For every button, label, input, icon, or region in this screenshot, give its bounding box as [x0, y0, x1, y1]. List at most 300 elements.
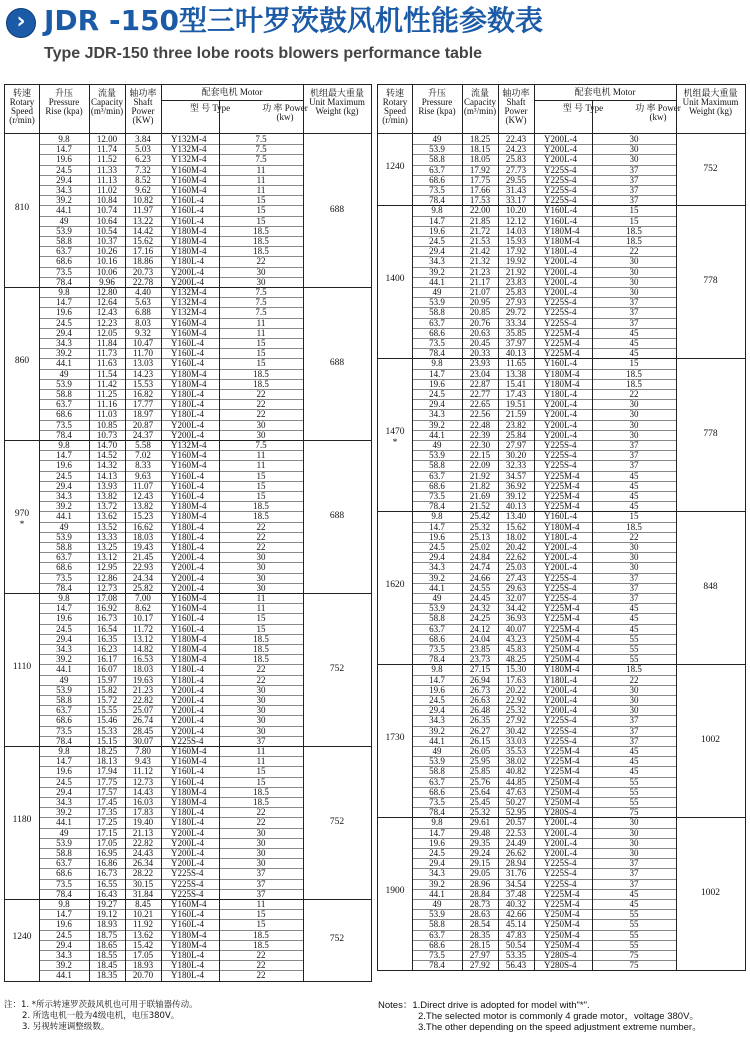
motor-power-cell: 45	[629, 756, 639, 767]
motor-type-cell: Y160L-4	[544, 358, 577, 369]
pressure-cell: 49	[432, 134, 442, 144]
row-line	[39, 532, 303, 533]
table-row	[5, 950, 371, 960]
table-row	[5, 726, 371, 736]
table-row	[378, 879, 745, 889]
capacity-cell: 21.82	[469, 480, 491, 491]
table-row	[378, 205, 745, 215]
pressure-cell: 29.4	[429, 246, 445, 257]
motor-type-cell: Y200L-4	[544, 134, 577, 144]
table-row	[378, 552, 745, 562]
capacity-cell: 13.72	[96, 501, 118, 512]
pressure-cell: 29.4	[56, 786, 72, 797]
pressure-cell: 63.7	[429, 470, 445, 481]
motor-type-cell: Y200L-4	[171, 848, 204, 858]
motor-type-cell: Y132M-4	[171, 440, 207, 450]
table-row	[5, 661, 371, 675]
pressure-cell: 53.9	[429, 450, 445, 461]
table-row	[5, 420, 371, 430]
shaft-power-cell: 11.70	[133, 348, 153, 359]
table-row	[5, 807, 371, 817]
row-line	[39, 909, 303, 910]
shaft-power-cell: 19.92	[505, 256, 527, 267]
motor-type-cell: Y160M-4	[171, 899, 207, 909]
row-line	[39, 705, 303, 706]
shaft-power-cell: 9.32	[135, 327, 151, 338]
table-row	[378, 389, 745, 399]
motor-type-cell: Y250M-4	[544, 786, 580, 797]
rotary-speed: 1240	[12, 931, 32, 942]
pressure-cell: 68.6	[429, 480, 445, 491]
row-line	[412, 899, 676, 900]
motor-power-cell: 30	[629, 541, 639, 552]
table-row	[378, 654, 745, 664]
pressure-cell: 73.5	[56, 572, 72, 583]
row-line	[412, 144, 676, 145]
capacity-cell: 22.30	[469, 439, 491, 450]
pressure-cell: 44.1	[56, 205, 72, 216]
table-row	[5, 307, 371, 317]
motor-power-cell: 45	[629, 490, 639, 501]
motor-type-cell: Y250M-4	[544, 909, 580, 920]
header-motor-power: 功 率 Power (kw)	[262, 103, 308, 122]
row-line	[412, 960, 676, 961]
page-header	[0, 0, 750, 72]
table-row	[378, 715, 745, 725]
shaft-power-cell: 47.83	[505, 929, 527, 940]
shaft-power-cell: 25.84	[505, 429, 527, 440]
shaft-power-cell: 17.77	[132, 399, 154, 410]
unit-weight: 688	[329, 357, 345, 368]
motor-type-cell: Y200L-4	[544, 847, 577, 858]
motor-type-cell: Y250M-4	[544, 796, 580, 807]
motor-type-cell: Y180L-4	[171, 521, 204, 532]
table-row	[378, 787, 745, 797]
pressure-cell: 24.5	[429, 847, 445, 858]
table-row	[378, 726, 745, 736]
capacity-cell: 17.35	[96, 807, 118, 818]
shaft-power-cell: 50.27	[505, 796, 527, 807]
capacity-cell: 26.63	[469, 694, 491, 705]
table-row	[378, 256, 745, 266]
body-type-line	[592, 134, 593, 970]
row-line	[412, 399, 676, 400]
motor-type-cell: Y200L-4	[544, 552, 577, 563]
table-row	[378, 144, 745, 154]
table-row	[378, 919, 745, 929]
capacity-cell: 24.32	[469, 603, 491, 614]
pressure-cell: 24.5	[56, 776, 72, 787]
table-row	[5, 552, 371, 562]
shaft-power-cell: 30.20	[505, 450, 527, 461]
table-row	[5, 165, 371, 175]
motor-power-cell: 45	[629, 348, 639, 359]
row-line	[39, 420, 303, 421]
row-line	[412, 471, 676, 472]
pressure-cell: 49	[432, 286, 442, 297]
table-row	[5, 838, 371, 848]
row-line	[39, 858, 303, 859]
header-column-line	[39, 85, 40, 133]
shaft-power-cell: 43.23	[505, 633, 527, 644]
shaft-power-cell: 37.48	[505, 888, 527, 899]
motor-power-cell: 11	[256, 185, 266, 195]
row-line	[412, 246, 676, 247]
motor-type-cell: Y160M-4	[171, 164, 207, 175]
motor-power-cell: 15	[256, 205, 266, 216]
table-row	[378, 705, 745, 715]
motor-type-cell: Y200L-4	[171, 705, 204, 716]
motor-power-cell: 18.5	[626, 225, 642, 236]
table-row	[378, 226, 745, 236]
row-line	[39, 879, 303, 880]
table-row	[5, 756, 371, 766]
motor-type-cell: Y160M-4	[171, 185, 207, 195]
motor-power-cell: 18.5	[253, 939, 269, 950]
motor-type-cell: Y180L-4	[544, 246, 577, 257]
shaft-power-cell: 15.42	[132, 939, 154, 950]
body-column-line	[412, 134, 413, 970]
table-row	[378, 838, 745, 848]
capacity-cell: 22.09	[469, 460, 491, 471]
capacity-cell: 11.74	[97, 144, 117, 155]
table-row	[378, 430, 745, 440]
table-row	[5, 144, 371, 154]
pressure-cell: 73.5	[429, 949, 445, 960]
table-row	[5, 909, 371, 919]
shaft-power-cell: 20.42	[505, 541, 527, 552]
capacity-cell: 29.48	[469, 827, 491, 838]
motor-power-cell: 11	[256, 450, 266, 461]
motor-power-cell: 37	[629, 450, 639, 461]
motor-type-cell: Y225M-4	[544, 745, 580, 756]
motor-power-cell: 30	[629, 154, 639, 165]
motor-type-cell: Y225S-4	[544, 735, 577, 746]
motor-power-cell: 22	[256, 256, 266, 267]
table-row	[378, 399, 745, 409]
motor-power-cell: 15	[256, 909, 266, 920]
motor-power-cell: 30	[256, 572, 266, 583]
motor-power-cell: 37	[256, 888, 266, 899]
shaft-power-cell: 20.73	[132, 266, 154, 277]
capacity-cell: 16.73	[96, 868, 118, 879]
row-line	[39, 236, 303, 237]
table-row	[5, 471, 371, 481]
motor-power-cell: 30	[256, 419, 266, 430]
shaft-power-cell: 26.34	[132, 858, 154, 869]
pressure-cell: 39.2	[429, 572, 445, 583]
capacity-cell: 24.12	[469, 623, 491, 634]
capacity-cell: 12.00	[96, 134, 118, 144]
motor-power-cell: 22	[256, 950, 266, 960]
table-row	[5, 328, 371, 338]
header-column-line	[498, 85, 499, 133]
capacity-cell: 13.93	[96, 480, 118, 491]
row-line	[39, 328, 303, 329]
header-column-line	[462, 85, 463, 133]
unit-weight: 778	[703, 275, 718, 286]
table-row	[5, 960, 371, 970]
row-line	[412, 165, 676, 166]
motor-power-cell: 11	[256, 899, 266, 909]
row-line	[412, 481, 676, 482]
shaft-power-cell: 17.05	[132, 950, 154, 960]
body-column-line	[462, 134, 463, 970]
shaft-power-cell: 36.93	[505, 613, 527, 624]
pressure-cell: 24.5	[56, 623, 72, 634]
row-line	[39, 644, 303, 645]
capacity-cell: 24.55	[469, 582, 491, 593]
motor-type-cell: Y200L-4	[544, 154, 577, 165]
pressure-cell: 24.5	[429, 388, 445, 399]
capacity-cell: 10.64	[96, 215, 118, 226]
motor-type-cell: Y225S-4	[544, 307, 577, 318]
motor-type-cell: Y180L-4	[544, 388, 577, 399]
row-line	[412, 573, 676, 574]
shaft-power-cell: 16.03	[132, 797, 154, 807]
pressure-cell: 78.4	[429, 807, 445, 818]
table-row	[5, 879, 371, 889]
motor-type-cell: Y160L-4	[171, 338, 204, 348]
speed-group	[5, 899, 371, 982]
motor-power-cell: 75	[629, 949, 639, 960]
pressure-cell: 63.7	[429, 164, 445, 175]
shaft-power-cell: 21.23	[132, 684, 154, 695]
motor-power-cell: 30	[256, 582, 266, 593]
row-line	[39, 338, 303, 339]
pressure-cell: 53.9	[56, 531, 72, 542]
pressure-cell: 14.7	[429, 368, 445, 379]
row-line	[39, 205, 303, 206]
row-line	[412, 715, 676, 716]
row-line	[412, 542, 676, 543]
motor-power-cell: 45	[629, 898, 639, 909]
pressure-cell: 39.2	[56, 960, 72, 971]
motor-type-cell: Y180M-4	[171, 236, 207, 246]
motor-power-cell: 30	[629, 705, 639, 716]
pressure-cell: 34.3	[56, 950, 72, 960]
arrow-right-icon: ›	[6, 8, 36, 38]
pressure-cell: 53.9	[429, 756, 445, 767]
unit-weight: 1002	[701, 887, 720, 898]
capacity-cell: 20.95	[469, 297, 491, 308]
row-line	[412, 501, 676, 502]
table-row	[5, 695, 371, 705]
pressure-cell: 58.8	[429, 919, 445, 930]
shaft-power-cell: 17.83	[132, 807, 154, 818]
motor-type-cell: Y160M-4	[171, 460, 207, 471]
row-line	[39, 777, 303, 778]
table-row	[378, 420, 745, 430]
shaft-power-cell: 24.23	[505, 144, 527, 155]
pressure-cell: 53.9	[56, 378, 72, 389]
row-line	[39, 695, 303, 696]
shaft-power-cell: 27.93	[505, 297, 527, 308]
pressure-cell: 73.5	[429, 796, 445, 807]
shaft-power-cell: 21.13	[132, 827, 154, 838]
shaft-power-cell: 33.34	[505, 317, 527, 328]
header-motor-divider	[161, 100, 303, 101]
row-line	[412, 797, 676, 798]
capacity-cell: 11.33	[97, 164, 117, 175]
capacity-cell: 12.86	[96, 572, 118, 583]
capacity-cell: 13.52	[96, 521, 118, 532]
row-line	[412, 654, 676, 655]
motor-power-cell: 55	[629, 776, 639, 787]
shaft-power-cell: 22.93	[132, 562, 154, 573]
rotary-speed: 1620	[385, 579, 405, 590]
motor-power-cell: 30	[629, 276, 639, 287]
shaft-power-cell: 34.42	[505, 603, 527, 614]
motor-power-cell: 30	[256, 837, 266, 848]
pressure-cell: 58.8	[429, 154, 445, 165]
motor-power-cell: 37	[629, 878, 639, 889]
table-row	[5, 889, 371, 899]
row-line	[39, 246, 303, 247]
capacity-cell: 17.08	[96, 593, 118, 603]
pressure-cell: 24.5	[429, 541, 445, 552]
capacity-cell: 29.35	[469, 837, 491, 848]
capacity-cell: 26.35	[469, 715, 491, 726]
pressure-cell: 78.4	[56, 276, 72, 287]
capacity-cell: 11.52	[97, 154, 117, 165]
motor-power-cell: 30	[629, 419, 639, 430]
table-row	[378, 899, 745, 909]
table-row	[5, 542, 371, 552]
shaft-power-cell: 18.02	[505, 531, 527, 542]
row-line	[39, 409, 303, 410]
shaft-power-cell: 22.62	[505, 552, 527, 563]
motor-power-cell: 37	[629, 195, 639, 206]
shaft-power-cell: 22.82	[132, 695, 154, 705]
row-line	[39, 460, 303, 461]
table-row	[5, 216, 371, 226]
motor-power-cell: 30	[629, 266, 639, 277]
pressure-cell: 14.7	[56, 756, 72, 767]
pressure-cell: 58.8	[56, 542, 72, 552]
pressure-cell: 19.6	[56, 154, 72, 165]
motor-type-cell: Y225S-4	[171, 878, 204, 889]
row-line	[39, 940, 303, 941]
capacity-cell: 22.65	[469, 399, 491, 410]
pressure-cell: 29.4	[56, 327, 72, 338]
row-line	[39, 450, 303, 451]
row-line	[39, 501, 303, 502]
notes-cn	[4, 1000, 198, 1033]
table-row	[378, 471, 745, 481]
motor-type-cell: Y200L-4	[544, 684, 577, 695]
motor-type-cell: Y225M-4	[544, 623, 580, 634]
motor-type-cell: Y250M-4	[544, 939, 580, 950]
motor-power-cell: 55	[629, 633, 639, 644]
motor-power-cell: 30	[629, 429, 639, 440]
shaft-power-cell: 24.34	[132, 572, 154, 583]
motor-type-cell: Y132M-4	[171, 144, 207, 155]
unit-weight: 688	[329, 510, 345, 521]
motor-power-cell: 30	[629, 817, 639, 828]
shaft-power-cell: 14.23	[132, 368, 154, 379]
row-line	[412, 807, 676, 808]
pressure-cell: 34.3	[56, 185, 72, 195]
rotary-speed: 1110	[12, 661, 32, 672]
capacity-cell: 14.52	[96, 450, 118, 461]
pressure-cell: 78.4	[429, 654, 445, 665]
row-line	[39, 481, 303, 482]
header-weight: 机组最大重量 Unit Maximum Weight (kg)	[309, 88, 365, 116]
shaft-power-cell: 13.22	[132, 215, 154, 226]
row-line	[39, 970, 303, 971]
table-row	[378, 746, 745, 756]
pressure-cell: 34.3	[429, 256, 445, 267]
capacity-cell: 26.48	[469, 705, 491, 716]
row-line	[412, 369, 676, 370]
pressure-cell: 24.5	[56, 164, 72, 175]
table-row	[378, 777, 745, 787]
pressure-cell: 34.3	[56, 338, 72, 348]
table-row	[5, 613, 371, 623]
motor-type-cell: Y225M-4	[544, 470, 580, 481]
motor-type-cell: Y200L-4	[544, 409, 577, 420]
pressure-cell: 44.1	[429, 582, 445, 593]
capacity-cell: 18.35	[96, 970, 118, 981]
row-line	[39, 624, 303, 625]
pressure-cell: 68.6	[56, 868, 72, 879]
table-row	[5, 185, 371, 195]
motor-type-cell: Y225S-4	[544, 572, 577, 583]
capacity-cell: 10.16	[96, 256, 118, 267]
table-row	[378, 828, 745, 838]
motor-power-cell: 37	[629, 164, 639, 175]
motor-power-cell: 30	[256, 725, 266, 736]
motor-type-cell: Y200L-4	[544, 817, 577, 828]
shaft-power-cell: 35.85	[505, 327, 527, 338]
motor-type-cell: Y225M-4	[544, 490, 580, 501]
capacity-cell: 21.53	[469, 235, 491, 246]
motor-power-cell: 30	[629, 562, 639, 573]
motor-type-cell: Y180M-4	[171, 644, 207, 654]
pressure-cell: 29.4	[56, 480, 72, 491]
motor-type-cell: Y200L-4	[171, 725, 204, 736]
row-line	[412, 624, 676, 625]
row-line	[412, 787, 676, 788]
motor-type-cell: Y200L-4	[544, 419, 577, 430]
capacity-cell: 21.17	[469, 276, 491, 287]
table-row	[378, 328, 745, 338]
motor-type-cell: Y180M-4	[171, 246, 207, 257]
shaft-power-cell: 18.93	[132, 960, 154, 971]
row-line	[412, 675, 676, 676]
motor-type-cell: Y132M-4	[171, 297, 207, 308]
motor-type-cell: Y225S-4	[544, 297, 577, 308]
shaft-power-cell: 10.20	[505, 205, 527, 216]
motor-power-cell: 45	[629, 613, 639, 624]
header-motor: 配套电机 Motor	[574, 87, 636, 97]
header-motor-type: 型 号 Type	[562, 103, 604, 113]
motor-type-cell: Y160L-4	[171, 776, 204, 787]
motor-type-cell: Y200L-4	[544, 694, 577, 705]
shaft-power-cell: 18.03	[132, 531, 154, 542]
table-row	[5, 481, 371, 491]
shaft-power-cell: 25.82	[132, 582, 154, 593]
pressure-cell: 73.5	[429, 185, 445, 195]
motor-type-cell: Y160L-4	[171, 348, 204, 359]
shaft-power-cell: 15.93	[505, 235, 527, 246]
header-column-line	[161, 85, 162, 133]
capacity-cell: 23.93	[469, 358, 491, 369]
motor-power-cell: 30	[629, 847, 639, 858]
row-line	[412, 746, 676, 747]
capacity-cell: 20.76	[469, 317, 491, 328]
